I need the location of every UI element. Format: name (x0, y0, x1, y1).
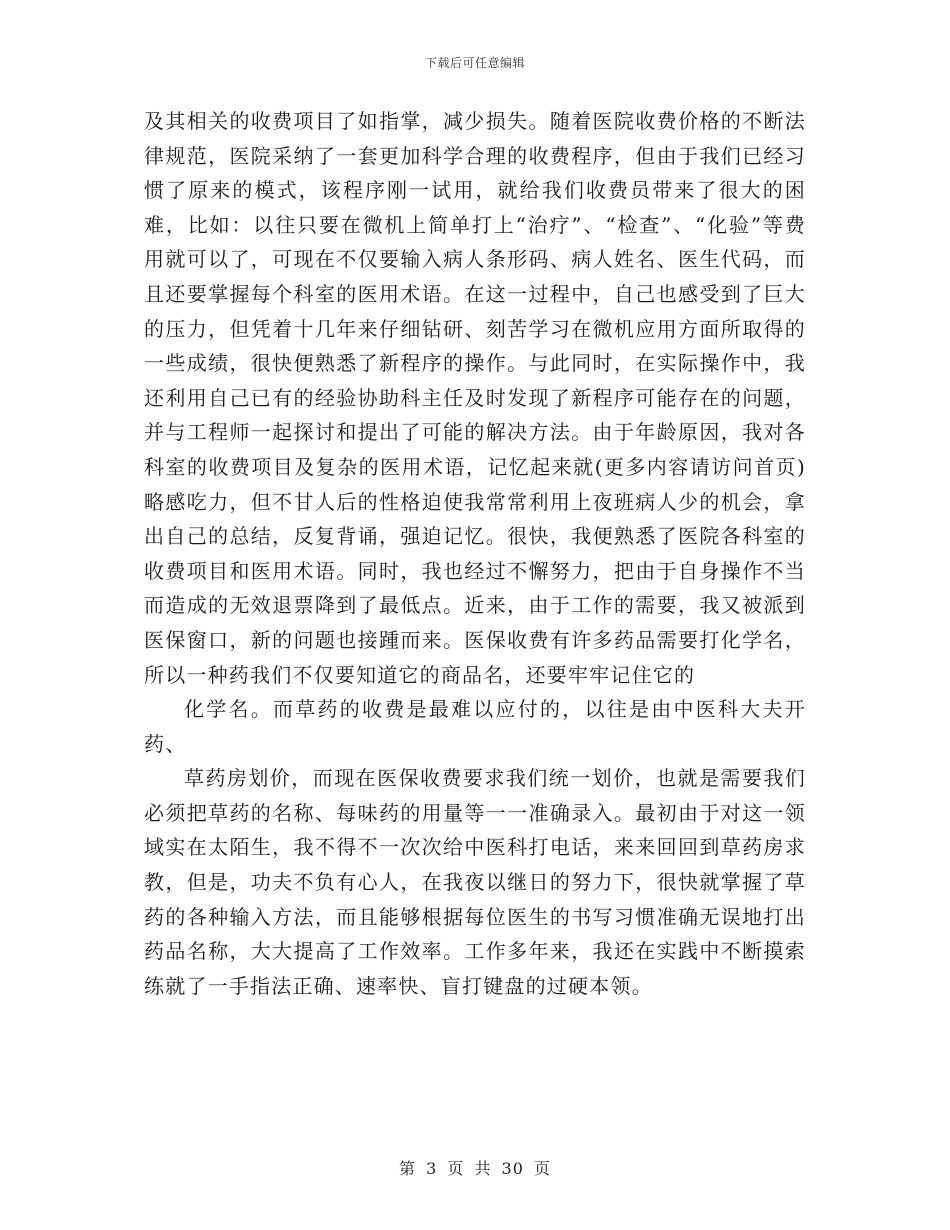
paragraph-3: 草药房划价，而现在医保收费要求我们统一划价，也就是需要我们必须把草药的名称、每味药的用量等一一准确录入。最初由于对这一领域实在太陌生，我不得不一次次给中医科打电话，来来回回到草药房求教，但是，功夫不负有心人，在我夜以继日的努力下，很快就掌握了草药的各种输入方法，而且能够根据每位医生的书写习惯准确无误地打出药品名称，大大提高了工作效率。工作多年来，我还在实践中不断摸索练就了一手指法正确、速率快、盲打键盘的过硬本领。 (144, 766, 806, 998)
document-body (144, 104, 806, 1003)
paragraph-2: 化学名。而草药的收费是最难以应付的，以往是由中医科大夫开药、 (144, 697, 806, 756)
page-number-footer: 第 3 页 共 30 页 (399, 1159, 551, 1178)
paragraph-1: 及其相关的收费项目了如指掌，减少损失。随着医院收费价格的不断法律规范，医院采纳了一套更加科学合理的收费程序，但由于我们已经习惯了原来的模式，该程序刚一试用，就给我们收费员带来了很大的困难，比如：以往只要在微机上简单打上“治疗”、“检查”、“化验”等费用就可以了，可现在不仅要输入病人条形码、病人姓名、医生代码，而且还要掌握每个科室的医用术语。在这一过程中，自己也感受到了巨大的压力，但凭着十几年来仔细钻研、刻苦学习在微机应用方面所取得的一些成绩，很快便熟悉了新程序的操作。与此同时，在实际操作中，我还利用自己已有的经验协助科主任及时发现了新程序可能存在的问题，并与工程师一起探讨和提出了可能的解决方法。由于年龄原因，我对各科室的收费项目及复杂的医用术语，记忆起来就(更多内容请访问首页)略感吃力，但不甘人后的性格迫使我常常利用上夜班病人少的机会，拿出自己的总结，反复背诵，强迫记忆。很快，我便熟悉了医院各科室的收费项目和医用术语。同时，我也经过不懈努力，把由于自身操作不当而造成的无效退票降到了最低点。近来，由于工作的需要，我又被派到医保窗口，新的问题也接踵而来。医保收费有许多药品需要打化学名，所以一种药我们不仅要知道它的商品名，还要牢牢记住它的 (144, 109, 806, 687)
page-header: 下载后可任意编辑 (424, 56, 525, 70)
